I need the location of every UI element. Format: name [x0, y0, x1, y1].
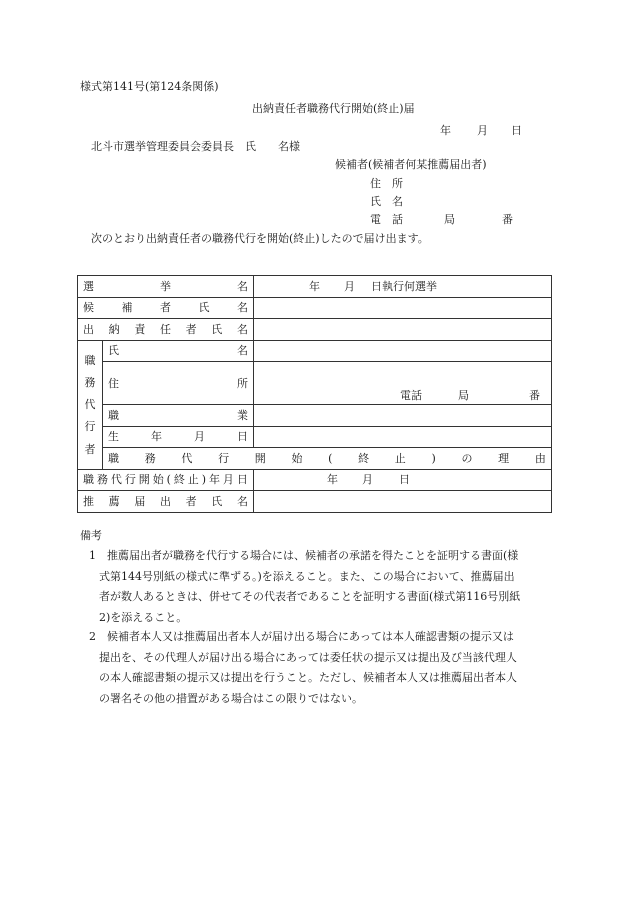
form-number: 様式第141号(第124条関係)	[80, 80, 219, 93]
applicant-phone-number: 番	[502, 213, 513, 226]
note-1-number: 1	[89, 549, 96, 562]
row-deputy-address	[78, 362, 552, 405]
form-title: 出納責任者職務代行開始(終止)届	[252, 102, 415, 115]
label-date: 職 務 代 行 開 始 ( 終 止 ) 年 月 日	[78, 469, 254, 491]
notes-heading: 備考	[80, 529, 102, 542]
label-nominator: 推 薦 届 出 者 氏 名	[78, 491, 254, 513]
addressee: 北斗市選挙管理委員会委員長 氏 名様	[91, 140, 300, 153]
value-nominator[interactable]	[254, 491, 552, 513]
label-candidate: 候 補 者 氏 名	[78, 297, 254, 319]
value-election[interactable]: 年 月 日執行何選挙	[254, 276, 552, 298]
label-deputy-address: 住 所	[103, 362, 254, 405]
label-deputy-vertical: 職 務 代 行 者	[78, 340, 103, 469]
label-deputy-name: 氏 名	[103, 340, 254, 362]
row-deputy-job	[78, 405, 552, 427]
value-deputy-job[interactable]	[254, 405, 552, 427]
row-reason	[78, 448, 552, 470]
form-table	[77, 275, 552, 513]
label-treasurer: 出 納 責 任 者 氏 名	[78, 319, 254, 341]
applicant-phone-office: 局	[444, 213, 455, 226]
row-election	[78, 276, 552, 298]
date-month: 月	[477, 124, 488, 137]
note-2-number: 2	[89, 630, 96, 643]
label-deputy-birth: 生 年 月 日	[103, 426, 254, 448]
applicant-phone-label: 電 話	[370, 213, 403, 226]
intro-text: 次のとおり出納責任者の職務代行を開始(終止)したので届け出ます。	[91, 232, 429, 245]
value-candidate[interactable]	[254, 297, 552, 319]
row-date	[78, 469, 552, 491]
row-deputy-birth	[78, 426, 552, 448]
value-deputy-birth[interactable]	[254, 426, 552, 448]
row-treasurer	[78, 319, 552, 341]
label-election: 選 挙 名	[78, 276, 254, 298]
applicant-label: 候補者(候補者何某推薦届出者)	[335, 158, 487, 171]
label-deputy-job: 職 業	[103, 405, 254, 427]
value-deputy-name[interactable]	[254, 340, 552, 362]
value-date[interactable]: 年 月 日	[254, 469, 552, 491]
applicant-address-label: 住 所	[370, 177, 403, 190]
note-1: 1 推薦届出者が職務を代行する場合には、候補者の承諾を得たことを証明する書面(様 式第144号別紙の様式に準ずる。)を添えること。また、この場合において、推薦届出 者が数人あるときは、併せてその代表者であることを証明する書面(様式第116号別紙 2)を添えること。	[97, 546, 547, 628]
row-candidate	[78, 297, 552, 319]
applicant-name-label: 氏 名	[370, 195, 403, 208]
note-2: 2 候補者本人又は推薦届出者本人が届け出る場合にあっては本人確認書類の提示又は 提出を、その代理人が届け出る場合にあっては委任状の提示又は提出及び当該代理人 の本人確認書類の提示又は提出を行うこと。ただし、候補者本人又は推薦届出者本人 の署名その他の措置がある場合はこの限りではない。	[97, 627, 547, 709]
date-year: 年	[440, 124, 451, 137]
value-deputy-address[interactable]: 電話 局 番	[254, 362, 552, 405]
row-deputy-name	[78, 340, 552, 362]
label-reason: 職 務 代 行 開 始 ( 終 止 ) の 理 由	[103, 448, 552, 470]
row-nominator	[78, 491, 552, 513]
date-day: 日	[511, 124, 522, 137]
value-treasurer[interactable]	[254, 319, 552, 341]
